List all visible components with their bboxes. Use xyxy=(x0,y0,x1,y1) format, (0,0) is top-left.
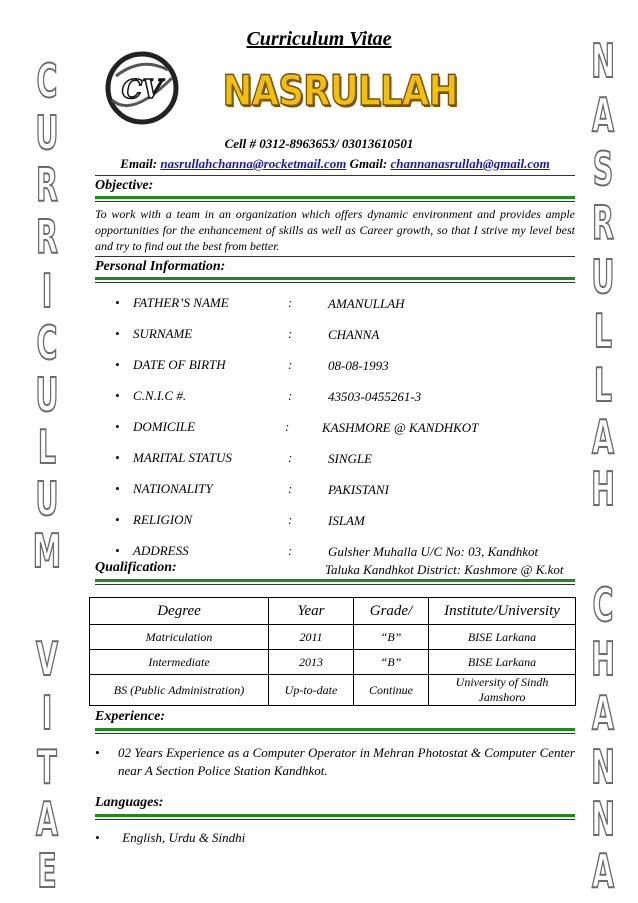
info-colon: : xyxy=(288,357,293,372)
table-cell: “B” xyxy=(354,650,429,675)
languages-text: English, Urdu & Sindhi xyxy=(122,830,246,845)
info-row-father xyxy=(115,295,405,311)
info-colon: : xyxy=(288,388,293,403)
right-letter: H xyxy=(591,462,615,516)
candidate-name: NASRULLAH xyxy=(222,66,458,115)
right-letter: N xyxy=(591,740,615,794)
left-letter: U xyxy=(35,106,59,160)
experience-item xyxy=(95,744,575,780)
divider-green xyxy=(95,579,575,582)
table-cell: Continue xyxy=(354,675,429,706)
divider xyxy=(95,733,575,734)
bullet-icon: • xyxy=(115,388,120,403)
table-cell: Intermediate xyxy=(90,650,269,675)
contact-line xyxy=(100,156,570,172)
left-letter: A xyxy=(35,792,59,846)
left-letter: M xyxy=(32,524,62,578)
table-cell: 2011 xyxy=(269,625,354,650)
info-colon: : xyxy=(288,481,293,496)
divider-green xyxy=(95,277,575,280)
experience-heading: Experience: xyxy=(95,709,165,724)
divider xyxy=(95,819,575,820)
divider-green xyxy=(95,814,575,817)
bullet-icon: • xyxy=(115,295,120,310)
languages-heading: Languages: xyxy=(95,795,164,810)
info-colon: : xyxy=(285,419,290,434)
gmail-link[interactable]: channanasrullah@gmail.com xyxy=(390,156,550,171)
info-label: C.N.I.C #. xyxy=(133,388,187,403)
right-letter: U xyxy=(591,250,615,304)
table-header-row xyxy=(90,598,576,625)
left-letter: T xyxy=(37,740,57,794)
table-cell: BISE Larkana xyxy=(429,650,576,675)
table-cell: BS (Public Administration) xyxy=(90,675,269,706)
personal-info-heading: Personal Information: xyxy=(95,259,226,274)
right-letter: L xyxy=(593,304,613,358)
left-letter: U xyxy=(35,368,59,422)
languages-item xyxy=(95,830,245,846)
divider-green xyxy=(95,728,575,731)
logo-text: CV xyxy=(121,75,163,105)
table-cell: BISE Larkana xyxy=(429,625,576,650)
left-letter: I xyxy=(41,686,53,740)
col-header-institute: Institute/University xyxy=(429,598,576,625)
info-value: KASHMORE @ KANDHKOT xyxy=(322,420,479,435)
objective-heading: Objective: xyxy=(95,178,154,193)
info-row-religion xyxy=(115,512,365,528)
info-colon: : xyxy=(288,295,293,310)
info-colon: : xyxy=(288,512,293,527)
divider xyxy=(95,201,575,202)
info-label: NATIONALITY xyxy=(133,481,213,496)
col-header-degree: Degree xyxy=(90,598,269,625)
info-label: DOMICILE xyxy=(133,419,196,434)
phone-line: Cell # 0312-8963653/ 03013610501 xyxy=(224,136,414,151)
info-label: SURNAME xyxy=(133,326,193,341)
email-link[interactable]: nasrullahchanna@rocketmail.com xyxy=(160,156,347,171)
table-cell: Up-to-date xyxy=(269,675,354,706)
left-letter: C xyxy=(36,316,58,370)
bullet-icon: • xyxy=(115,419,120,434)
info-colon: : xyxy=(288,326,293,341)
objective-text: To work with a team in an organization which offers dynamic environment and provides ample opportunities for the enhancement of skills as well as Career growth, so that I strive my level best and try to find out the best from better. xyxy=(95,207,575,253)
divider xyxy=(95,282,575,283)
table-cell: “B” xyxy=(354,625,429,650)
bullet-icon: • xyxy=(115,357,120,372)
email-label: Email: xyxy=(120,156,158,171)
info-value-line2: Taluka Kandhkot District: Kashmore @ K.kot xyxy=(325,562,564,577)
gmail-label: Gmail: xyxy=(349,156,388,171)
info-label: ADDRESS xyxy=(133,543,189,558)
info-row-dob xyxy=(115,357,389,373)
info-colon: : xyxy=(288,543,293,558)
info-row-marital xyxy=(115,450,373,466)
info-value: 08-08-1993 xyxy=(328,358,389,373)
right-letter: L xyxy=(593,358,613,412)
info-value: CHANNA xyxy=(328,327,380,342)
info-value: AMANULLAH xyxy=(328,296,405,311)
info-value: PAKISTANI xyxy=(328,482,389,497)
bullet-icon: • xyxy=(115,543,120,558)
bullet-icon: • xyxy=(95,830,100,845)
info-label: RELIGION xyxy=(133,512,193,527)
right-letter: A xyxy=(591,88,615,142)
right-letter: N xyxy=(591,792,615,846)
left-letter: U xyxy=(35,472,59,526)
left-letter: E xyxy=(37,844,57,898)
right-letter: S xyxy=(592,142,614,196)
left-letter: R xyxy=(36,210,58,264)
divider-green xyxy=(95,196,575,199)
bullet-icon: • xyxy=(95,745,100,760)
right-letter: C xyxy=(592,578,614,632)
bullet-icon: • xyxy=(115,450,120,465)
info-row-nationality xyxy=(115,481,389,497)
left-letter: C xyxy=(36,54,58,108)
col-header-year: Year xyxy=(269,598,354,625)
qualification-heading: Qualification: xyxy=(95,560,177,575)
right-letter: A xyxy=(591,844,615,898)
bullet-icon: • xyxy=(115,326,120,341)
right-letter: H xyxy=(591,632,615,686)
info-label: FATHER’S NAME xyxy=(133,295,229,310)
info-label: MARITAL STATUS xyxy=(133,450,232,465)
qualification-table xyxy=(89,597,576,706)
left-letter: L xyxy=(37,420,57,474)
right-letter: N xyxy=(591,34,615,88)
bullet-icon: • xyxy=(115,481,120,496)
divider xyxy=(95,256,575,257)
info-row-surname xyxy=(115,326,380,342)
table-cell: University of Sindh Jamshoro xyxy=(429,675,576,706)
table-row xyxy=(90,650,576,675)
info-value: SINGLE xyxy=(328,451,373,466)
divider xyxy=(95,584,575,585)
info-row-domicile xyxy=(115,419,479,435)
col-header-grade: Grade/ xyxy=(354,598,429,625)
info-row-cnic xyxy=(115,388,422,404)
divider xyxy=(95,175,575,176)
table-row xyxy=(90,675,576,706)
info-value: 43503-0455261-3 xyxy=(328,389,422,404)
table-cell: 2013 xyxy=(269,650,354,675)
experience-text: 02 Years Experience as a Computer Operator in Mehran Photostat & Computer Center near A Section Police Station Kandhkot. xyxy=(118,745,575,778)
info-colon: : xyxy=(288,450,293,465)
cv-logo-icon xyxy=(102,48,182,128)
info-value: ISLAM xyxy=(328,513,365,528)
table-row xyxy=(90,625,576,650)
right-letter: A xyxy=(591,410,615,464)
bullet-icon: • xyxy=(115,512,120,527)
left-letter: V xyxy=(35,632,59,686)
table-cell: Matriculation xyxy=(90,625,269,650)
left-letter: R xyxy=(36,158,58,212)
left-letter: I xyxy=(41,264,53,318)
document-title: Curriculum Vitae xyxy=(246,28,392,50)
info-value: Gulsher Muhalla U/C No: 03, Kandhkot xyxy=(328,544,539,559)
right-letter: R xyxy=(592,196,614,250)
info-label: DATE OF BIRTH xyxy=(133,357,226,372)
right-letter: A xyxy=(591,686,615,740)
